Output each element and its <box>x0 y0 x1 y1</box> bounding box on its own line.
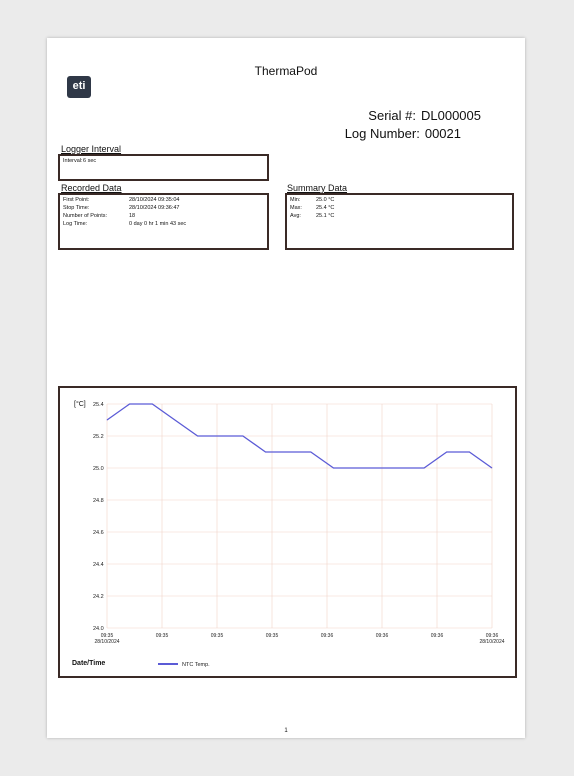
data-point <box>152 404 153 405</box>
x-axis-label: Date/Time <box>72 660 106 667</box>
x-tick-label: 09:35 <box>265 633 279 639</box>
field-label: Log Time: <box>63 221 88 227</box>
field-label: Interval: <box>63 158 83 164</box>
field-label: Number of Points: <box>63 213 108 219</box>
data-point <box>401 468 402 469</box>
report-page <box>47 38 525 738</box>
x-tick-label: 09:36 <box>320 633 334 639</box>
summary-data-title: Summary Data <box>287 183 348 193</box>
table-row <box>63 157 264 165</box>
y-axis-label: [°C] <box>74 401 86 408</box>
field-label: Max: <box>290 205 302 211</box>
eti-logo: eti <box>67 76 91 98</box>
serial-label: Serial #: <box>368 108 416 123</box>
table-row <box>63 212 264 220</box>
y-tick-label: 25.2 <box>93 434 104 440</box>
data-point <box>129 404 130 405</box>
field-value: 18 <box>129 213 136 219</box>
field-label: Stop Time: <box>63 205 90 211</box>
y-tick-label: 24.0 <box>93 626 104 632</box>
table-row <box>63 220 264 228</box>
legend-label: NTC Temp. <box>182 662 210 668</box>
y-tick-label: 24.2 <box>93 594 104 600</box>
data-point <box>107 420 108 421</box>
x-tick-label: 09:35 <box>210 633 224 639</box>
y-tick-label: 24.8 <box>93 498 104 504</box>
field-value: 0 day 0 hr 1 min 43 sec <box>129 221 187 227</box>
data-point <box>469 452 470 453</box>
y-tick-label: 24.6 <box>93 530 104 536</box>
logger-interval-box <box>58 154 269 181</box>
log-number-label: Log Number: <box>344 126 420 141</box>
table-row <box>63 204 264 212</box>
summary-data-box <box>285 193 514 250</box>
x-tick-label: 09:36 <box>430 633 444 639</box>
field-value: 28/10/2024 09:36:47 <box>129 205 180 211</box>
serial-number <box>363 108 481 123</box>
y-tick-label: 25.0 <box>93 466 104 472</box>
field-value: 25.0 °C <box>316 197 335 203</box>
data-point <box>243 436 244 437</box>
field-value: 6 sec <box>83 158 97 164</box>
table-row <box>290 196 509 204</box>
field-label: Min: <box>290 197 301 203</box>
report-title: ThermaPod <box>254 64 318 78</box>
recorded-data-box <box>58 193 269 250</box>
y-tick-label: 24.4 <box>93 562 104 568</box>
data-point <box>446 452 447 453</box>
data-point <box>356 468 357 469</box>
table-row <box>290 204 509 212</box>
data-point <box>197 436 198 437</box>
x-tick-label: 09:36 <box>485 633 499 639</box>
field-label: First Point: <box>63 197 90 203</box>
table-row <box>63 196 264 204</box>
x-tick-label: 09:35 <box>100 633 114 639</box>
data-point <box>175 420 176 421</box>
data-point <box>220 436 221 437</box>
log-number-value: 00021 <box>424 126 461 141</box>
data-point <box>378 468 379 469</box>
field-value: 25.1 °C <box>316 213 335 219</box>
data-point <box>492 468 493 469</box>
data-point <box>265 452 266 453</box>
chart-canvas <box>60 388 515 676</box>
x-tick-label: 28/10/2024 <box>94 639 120 645</box>
recorded-data-title: Recorded Data <box>61 183 122 193</box>
data-point <box>288 452 289 453</box>
serial-value: DL000005 <box>421 108 481 123</box>
y-tick-label: 25.4 <box>93 402 104 408</box>
x-tick-label: 09:36 <box>375 633 389 639</box>
field-value: 25.4 °C <box>316 205 335 211</box>
field-value: 28/10/2024 09:35:04 <box>129 197 180 203</box>
table-row <box>290 212 509 220</box>
field-label: Avg: <box>290 213 301 219</box>
logger-interval-title: Logger Interval <box>61 144 122 154</box>
data-point <box>333 468 334 469</box>
data-point <box>424 468 425 469</box>
x-tick-label: 09:35 <box>155 633 169 639</box>
page-number: 1 <box>284 728 288 734</box>
temperature-chart <box>58 386 517 678</box>
log-number <box>340 126 461 141</box>
data-point <box>311 452 312 453</box>
x-tick-label: 28/10/2024 <box>479 639 505 645</box>
